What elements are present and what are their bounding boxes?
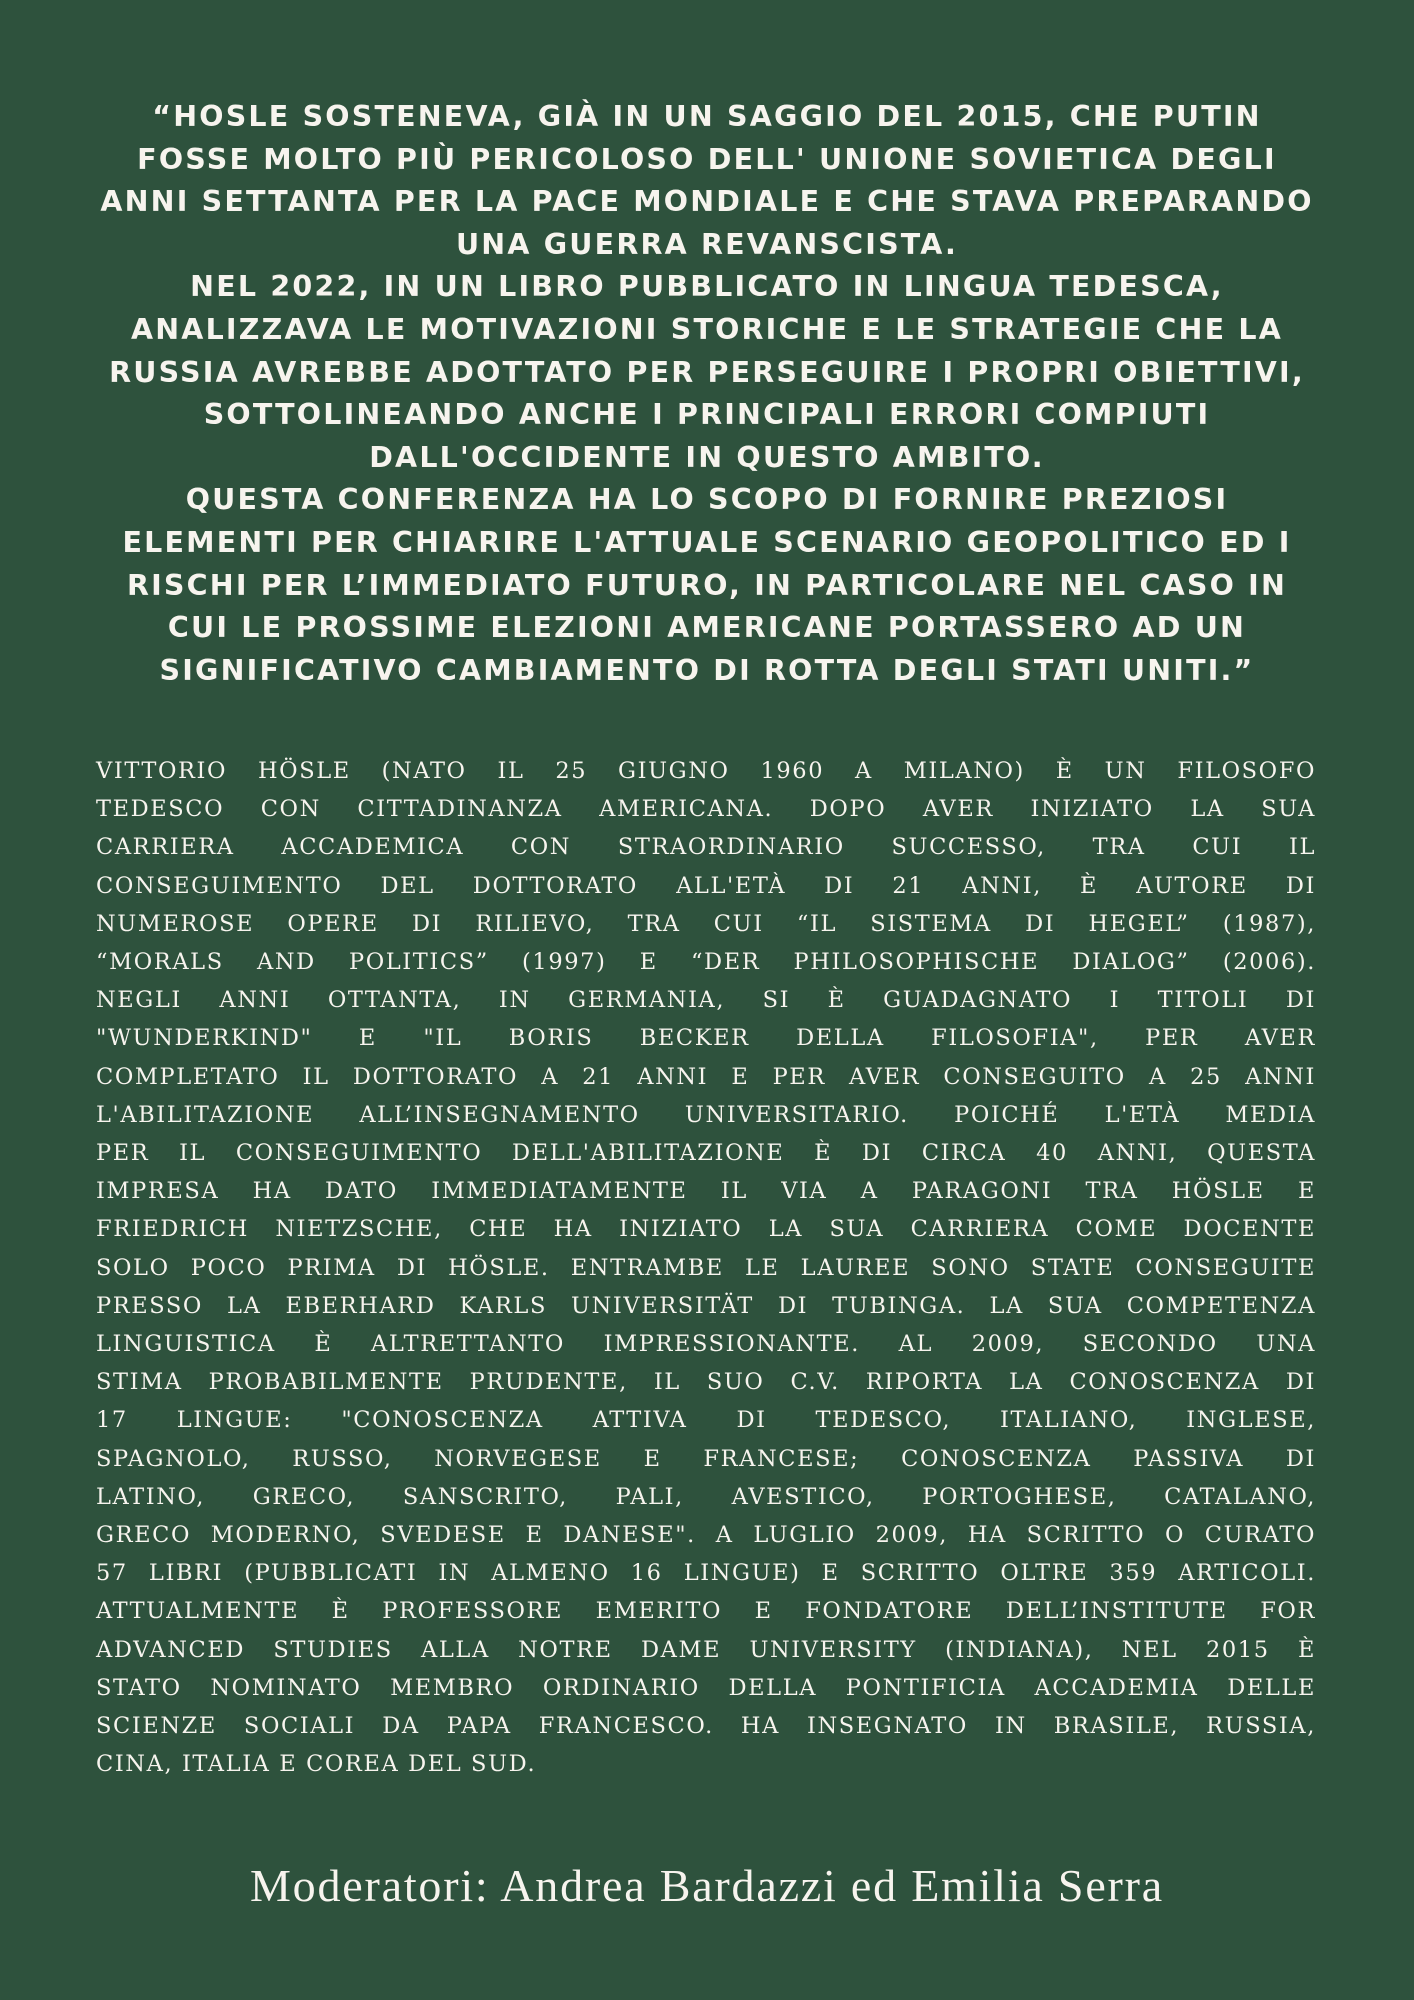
quote-line: ANALIZZAVA LE MOTIVAZIONI STORICHE E LE STRATEGIE CHE LA: [131, 312, 1283, 346]
bio-line: L'ABILITAZIONE ALL’INSEGNAMENTO UNIVERSITARIO. POICHÉ L'ETÀ MEDIA: [96, 1101, 1316, 1128]
quote-line: CUI LE PROSSIME ELEZIONI AMERICANE PORTASSERO AD UN: [167, 611, 1247, 645]
bio-line: NEGLI ANNI OTTANTA, IN GERMANIA, SI È GUADAGNATO I TITOLI DI: [96, 987, 1316, 1014]
bio-line: LATINO, GRECO, SANSCRITO, PALI, AVESTICO, PORTOGHESE, CATALANO,: [96, 1483, 1316, 1510]
biography-block: [96, 752, 1316, 1783]
bio-line: ADVANCED STUDIES ALLA NOTRE DAME UNIVERSITY (INDIANA), NEL 2015 È: [96, 1636, 1316, 1663]
quote-line: UNA GUERRA REVANSCISTA.: [455, 227, 959, 261]
quote-line: FOSSE MOLTO PIÙ PERICOLOSO DELL' UNIONE SOVIETICA DEGLI: [137, 142, 1277, 176]
quote-line: ELEMENTI PER CHIARIRE L'ATTUALE SCENARIO GEOPOLITICO ED I: [122, 525, 1292, 559]
bio-line: CINA, ITALIA E COREA DEL SUD.: [96, 1751, 537, 1778]
quote-line: QUESTA CONFERENZA HA LO SCOPO DI FORNIRE PREZIOSI: [185, 483, 1229, 517]
quote-line: NEL 2022, IN UN LIBRO PUBBLICATO IN LINGUA TEDESCA,: [190, 270, 1224, 304]
bio-line: CONSEGUIMENTO DEL DOTTORATO ALL'ETÀ DI 21 ANNI, È AUTORE DI: [96, 872, 1316, 899]
bio-line: “MORALS AND POLITICS” (1997) E “DER PHILOSOPHISCHE DIALOG” (2006).: [96, 949, 1316, 976]
bio-line: "WUNDERKIND" E "IL BORIS BECKER DELLA FILOSOFIA", PER AVER: [96, 1025, 1316, 1052]
bio-line: SOLO POCO PRIMA DI HÖSLE. ENTRAMBE LE LAUREE SONO STATE CONSEGUITE: [96, 1254, 1316, 1281]
bio-line: ATTUALMENTE È PROFESSORE EMERITO E FONDATORE DELL’INSTITUTE FOR: [96, 1598, 1316, 1625]
bio-line: PRESSO LA EBERHARD KARLS UNIVERSITÄT DI TUBINGA. LA SUA COMPETENZA: [96, 1292, 1316, 1319]
bio-line: VITTORIO HÖSLE (NATO IL 25 GIUGNO 1960 A MILANO) È UN FILOSOFO: [96, 758, 1316, 784]
bio-line: 57 LIBRI (PUBBLICATI IN ALMENO 16 LINGUE) E SCRITTO OLTRE 359 ARTICOLI.: [96, 1560, 1316, 1587]
bio-line: STIMA PROBABILMENTE PRUDENTE, IL SUO C.V. RIPORTA LA CONOSCENZA DI: [96, 1369, 1316, 1396]
bio-line: TEDESCO CON CITTADINANZA AMERICANA. DOPO AVER INIZIATO LA SUA: [96, 796, 1316, 823]
bio-line: PER IL CONSEGUIMENTO DELL'ABILITAZIONE È DI CIRCA 40 ANNI, QUESTA: [96, 1140, 1316, 1167]
bio-line: COMPLETATO IL DOTTORATO A 21 ANNI E PER AVER CONSEGUITO A 25 ANNI: [96, 1063, 1316, 1090]
quote-line: SIGNIFICATIVO CAMBIAMENTO DI ROTTA DEGLI STATI UNITI.”: [159, 653, 1255, 687]
bio-line: SCIENZE SOCIALI DA PAPA FRANCESCO. HA INSEGNATO IN BRASILE, RUSSIA,: [96, 1713, 1316, 1740]
bio-line: CARRIERA ACCADEMICA CON STRAORDINARIO SUCCESSO, TRA CUI IL: [96, 834, 1316, 861]
quote-line: RUSSIA AVREBBE ADOTTATO PER PERSEGUIRE I PROPRI OBIETTIVI,: [109, 355, 1305, 389]
quote-line: ANNI SETTANTA PER LA PACE MONDIALE E CHE STAVA PREPARANDO: [100, 185, 1314, 219]
bio-line: SPAGNOLO, RUSSO, NORVEGESE E FRANCESE; CONOSCENZA PASSIVA DI: [96, 1445, 1316, 1472]
quote-block: [90, 96, 1324, 692]
bio-line: LINGUISTICA È ALTRETTANTO IMPRESSIONANTE. AL 2009, SECONDO UNA: [96, 1331, 1316, 1358]
bio-line: STATO NOMINATO MEMBRO ORDINARIO DELLA PONTIFICIA ACCADEMIA DELLE: [96, 1674, 1316, 1701]
quote-line: SOTTOLINEANDO ANCHE I PRINCIPALI ERRORI COMPIUTI: [203, 398, 1211, 432]
bio-line: IMPRESA HA DATO IMMEDIATAMENTE IL VIA A PARAGONI TRA HÖSLE E: [96, 1178, 1316, 1205]
bio-line: NUMEROSE OPERE DI RILIEVO, TRA CUI “IL SISTEMA DI HEGEL” (1987),: [96, 910, 1316, 937]
bio-line: 17 LINGUE: "CONOSCENZA ATTIVA DI TEDESCO, ITALIANO, INGLESE,: [96, 1407, 1316, 1434]
bio-line: FRIEDRICH NIETZSCHE, CHE HA INIZIATO LA SUA CARRIERA COME DOCENTE: [96, 1216, 1316, 1243]
quote-line: RISCHI PER L’IMMEDIATO FUTURO, IN PARTICOLARE NEL CASO IN: [126, 568, 1288, 602]
quote-line: “HOSLE SOSTENEVA, GIÀ IN UN SAGGIO DEL 2015, CHE PUTIN: [152, 100, 1262, 133]
bio-line: GRECO MODERNO, SVEDESE E DANESE". A LUGLIO 2009, HA SCRITTO O CURATO: [96, 1522, 1316, 1549]
moderators-line: Moderatori: Andrea Bardazzi ed Emilia Serra: [249, 1860, 1164, 1911]
quote-line: DALL'OCCIDENTE IN QUESTO AMBITO.: [369, 440, 1045, 474]
